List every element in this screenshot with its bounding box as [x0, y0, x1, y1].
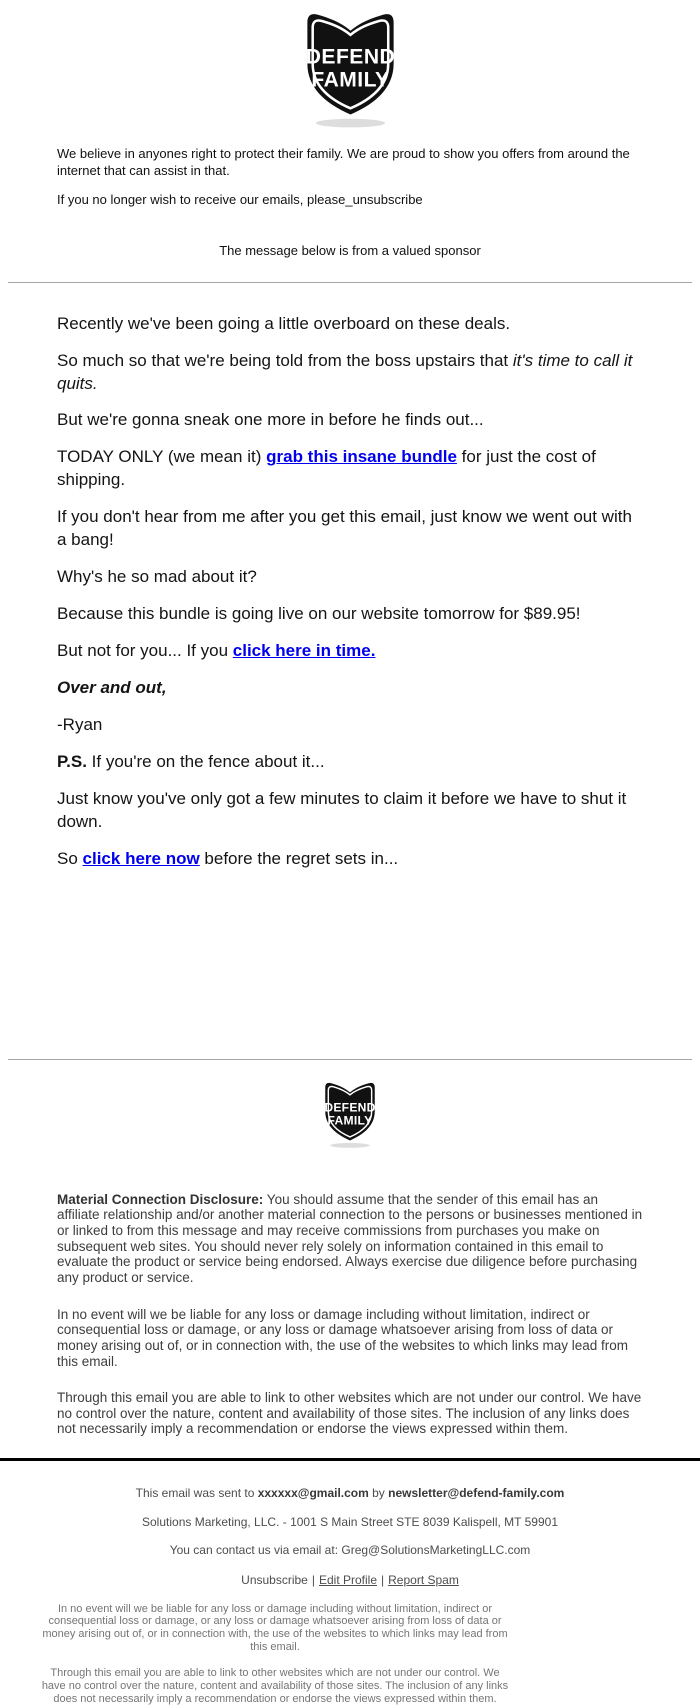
paragraph-4-suffix: for just the cost of shipping. [57, 447, 596, 490]
logo-text-line2: FAMILY [310, 68, 390, 92]
recipient-email: xxxxxx@gmail.com [257, 1486, 369, 1501]
disclosure-lead: Material Connection Disclosure: [57, 1191, 264, 1207]
paragraph-13-prefix: So [57, 848, 83, 868]
report-spam-link[interactable]: Report Spam [388, 1572, 459, 1587]
paragraph-3: But we're gonna sneak one more in before he finds out... [57, 410, 484, 430]
unsubscribe-separator: _ [345, 191, 353, 207]
spacer [0, 885, 700, 1035]
liability-paragraph: In no event will we be liable for any loss or damage including without limitation, indirect or consequential loss or damage, or any loss or damage whatsoever arising from loss of data or money arising out of, or in connection with, the use of the websites to which links may lead from this email. [57, 1306, 629, 1369]
paragraph-5: If you don't hear from me after you get this email, just know we went out with a bang! [57, 507, 632, 550]
unsubscribe-prefix: If you no longer wish to receive our emails, please [57, 191, 346, 207]
edit-profile-link[interactable]: Edit Profile [318, 1572, 378, 1587]
disclosure-text: You should assume that the sender of this email has an affiliate relationship and/or another material connection to the persons or businesses mentioned in or linked to from this message and may receive commissions from purchases you make on subsequent web sites. You should never rely solely on information contained in this email to evaluate the product or service being endorsed. Always exercise due diligence before purchasing any product or service. [57, 1191, 643, 1285]
header-intro [0, 146, 700, 209]
footer-legal-links: Through this email you are able to link to other websites which are not under our control. We have no control over the nature, content and availability of those sites. The inclusion of any links does not necessarily imply a recommendation or endorse the views expressed within them. [41, 1667, 509, 1706]
click-here-now-link[interactable]: click here now [82, 848, 200, 868]
paragraph-4-prefix: TODAY ONLY (we mean it) [57, 447, 267, 467]
sent-to-line [40, 1486, 660, 1502]
material-connection-disclosure [57, 1192, 643, 1286]
signature: -Ryan [57, 714, 103, 734]
defend-family-logo [0, 0, 700, 134]
logo-text-line1: DEFEND [305, 45, 395, 69]
paragraph-8-prefix: But not for you... If you [57, 641, 233, 661]
paragraph-2 [57, 350, 643, 396]
sent-to-mid: by [368, 1486, 389, 1501]
paragraph-13-suffix: before the regret sets in... [199, 848, 399, 868]
email-footer [0, 1461, 700, 1706]
link-separator: | [311, 1572, 315, 1587]
paragraph-8 [57, 640, 643, 663]
ps-label: P.S. [57, 751, 87, 771]
disclosure-section [0, 1154, 700, 1438]
paragraph-7: Because this bundle is going live on our website tomorrow for $89.95! [57, 604, 581, 624]
defend-family-logo-small [0, 1060, 700, 1154]
contact-line: You can contact us via email at: Greg@SolutionsMarketingLLC.com [169, 1543, 531, 1558]
unsubscribe-link[interactable]: unsubscribe [352, 191, 423, 207]
small-logo-text-line1: DEFEND [324, 1099, 376, 1114]
ps-line [57, 751, 643, 774]
third-party-links-paragraph: Through this email you are able to link to other websites which are not under our control. We have no control over the nature, content and availability of those sites. The inclusion of any links does not necessarily imply a recommendation or endorse the views expressed within them. [57, 1390, 642, 1437]
footer-links [40, 1573, 660, 1589]
link-separator: | [381, 1572, 385, 1587]
email-body [0, 283, 700, 871]
sign-off: Over and out, [57, 677, 167, 697]
sender-email: newsletter@defend-family.com [388, 1486, 565, 1501]
unsubscribe-line [57, 192, 643, 209]
paragraph-4 [57, 446, 643, 492]
footer-legal-liability: In no event will we be liable for any loss or damage including without limitation, indirect or consequential loss or damage, or any loss or damage whatsoever arising from loss of data or money arising out of, or in connection with, the use of the websites to which links may lead from this email. [42, 1602, 508, 1654]
ps-text: If you're on the fence about it... [86, 751, 325, 771]
shield-badge-small-icon [317, 1078, 383, 1149]
paragraph-13 [57, 848, 643, 871]
shield-badge-icon [293, 6, 408, 129]
click-here-in-time-link[interactable]: click here in time. [232, 641, 376, 661]
small-logo-text-line2: FAMILY [327, 1113, 373, 1128]
sent-to-prefix: This email was sent to [135, 1486, 258, 1501]
paragraph-2-italic: it's time to call it quits. [57, 350, 633, 393]
footer-unsubscribe-link[interactable]: Unsubscribe [241, 1572, 308, 1587]
grab-bundle-link[interactable]: grab this insane bundle [266, 447, 457, 467]
paragraph-12: Just know you've only got a few minutes to claim it before we have to shut it down. [57, 788, 627, 831]
intro-text: We believe in anyones right to protect their family. We are proud to show you offers from around the internet that can assist in that. [57, 146, 630, 178]
sponsor-note: The message below is from a valued sponsor [219, 242, 481, 258]
company-address: Solutions Marketing, LLC. - 1001 S Main Street STE 8039 Kalispell, MT 59901 [142, 1514, 558, 1529]
paragraph-2-text: So much so that we're being told from the boss upstairs that [57, 350, 513, 370]
paragraph-6: Why's he so mad about it? [57, 567, 257, 587]
paragraph-1: Recently we've been going a little overboard on these deals. [57, 313, 511, 333]
